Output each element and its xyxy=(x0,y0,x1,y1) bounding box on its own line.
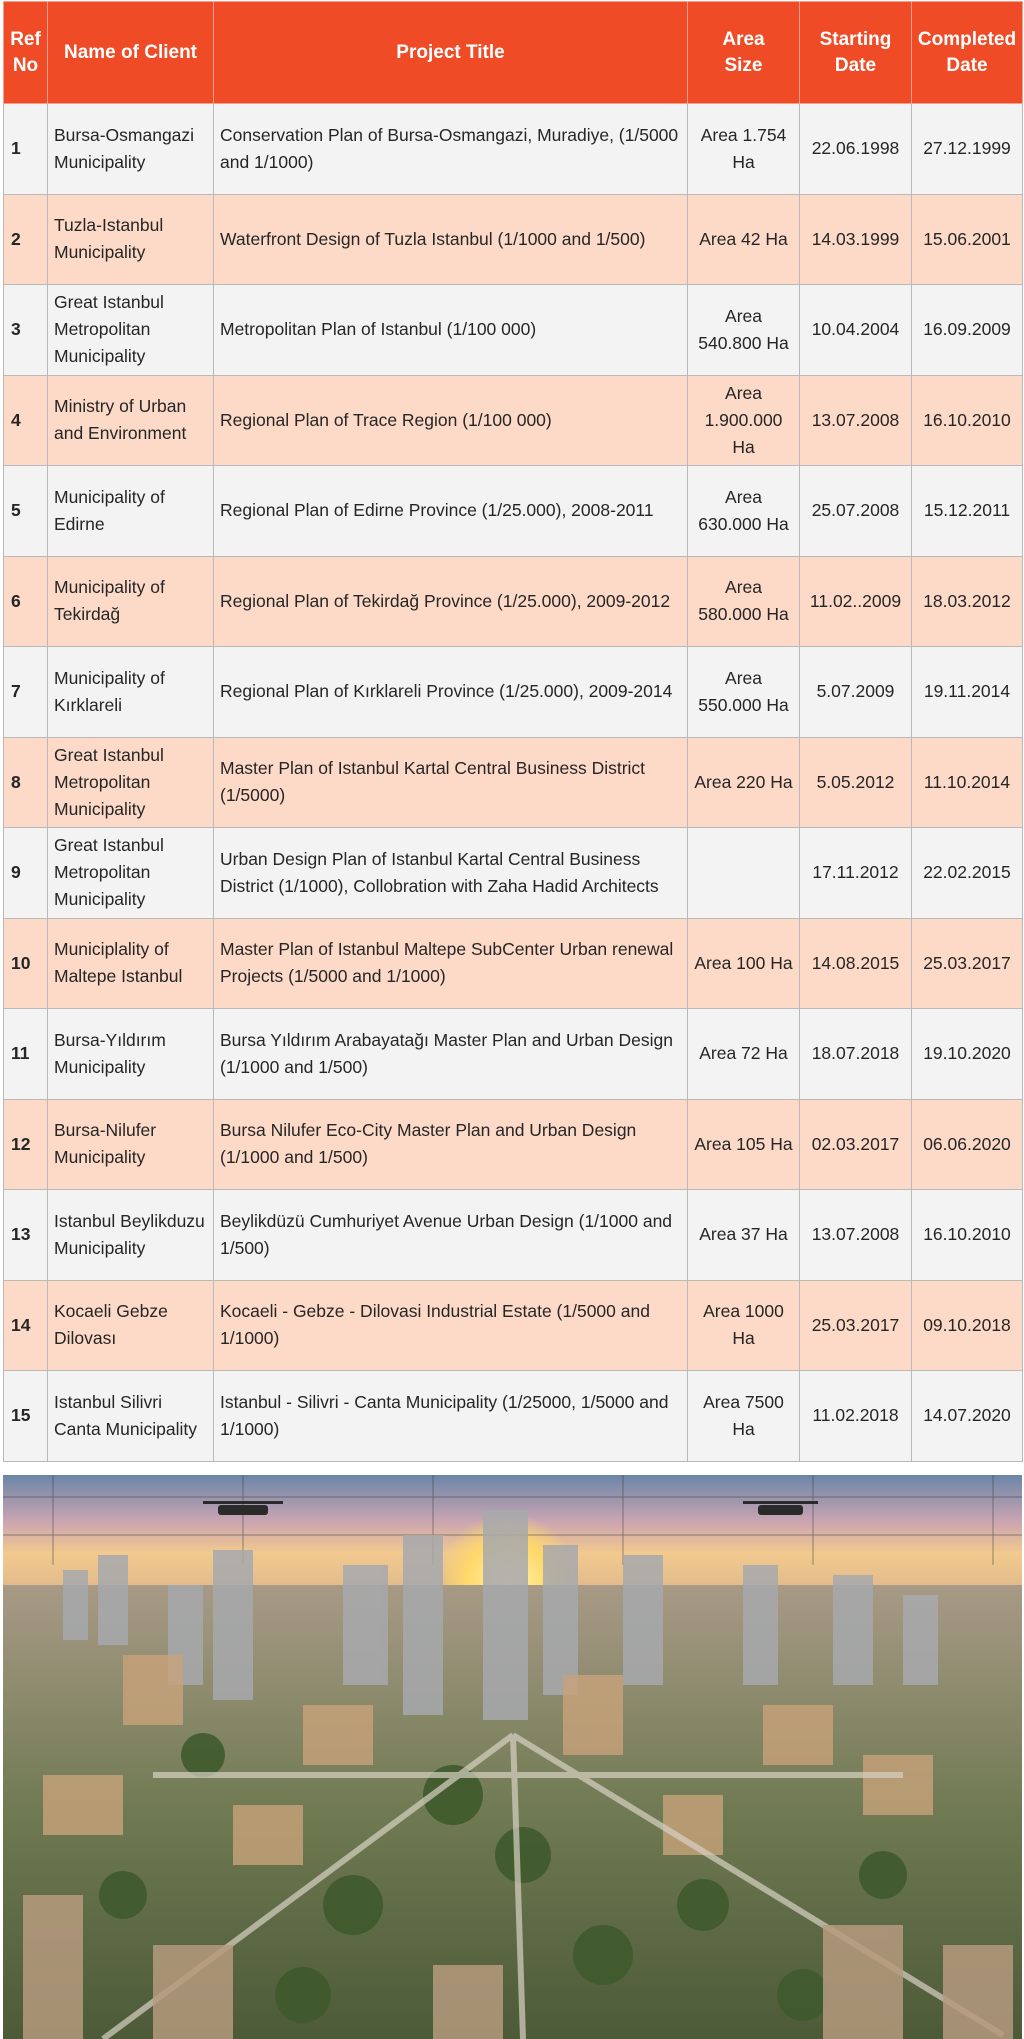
project-title-cell: Beylikdüzü Cumhuriyet Avenue Urban Design (1/1000 and 1/500) xyxy=(214,1190,688,1281)
city-aerial-illustration xyxy=(3,1475,1022,2039)
ref-cell: 9 xyxy=(4,828,48,919)
project-title-cell: Regional Plan of Kırklareli Province (1/25.000), 2009-2014 xyxy=(214,647,688,738)
starting-date-cell: 11.02..2009 xyxy=(800,556,912,647)
header-project-title: Project Title xyxy=(214,2,688,104)
client-cell: Great Istanbul Metropolitan Municipality xyxy=(48,828,214,919)
table-row xyxy=(4,556,1023,647)
ref-cell: 2 xyxy=(4,194,48,285)
ref-cell: 14 xyxy=(4,1280,48,1371)
ref-cell: 5 xyxy=(4,466,48,557)
ref-cell: 8 xyxy=(4,737,48,828)
starting-date-cell: 13.07.2008 xyxy=(800,375,912,466)
client-cell: Kocaeli Gebze Dilovası xyxy=(48,1280,214,1371)
table-row xyxy=(4,1009,1023,1100)
completed-date-cell: 15.12.2011 xyxy=(912,466,1023,557)
completed-date-cell: 25.03.2017 xyxy=(912,918,1023,1009)
ref-cell: 3 xyxy=(4,285,48,376)
project-title-cell: Urban Design Plan of Istanbul Kartal Central Business District (1/1000), Collobration with Zaha Hadid Architects xyxy=(214,828,688,919)
table-row xyxy=(4,104,1023,195)
ref-cell: 12 xyxy=(4,1099,48,1190)
completed-date-cell: 16.10.2010 xyxy=(912,1190,1023,1281)
area-size-cell xyxy=(688,828,800,919)
table-row xyxy=(4,1099,1023,1190)
completed-date-cell: 14.07.2020 xyxy=(912,1371,1023,1462)
ref-cell: 7 xyxy=(4,647,48,738)
area-size-cell: Area 105 Ha xyxy=(688,1099,800,1190)
area-size-cell: Area 1.754 Ha xyxy=(688,104,800,195)
area-size-cell: Area 540.800 Ha xyxy=(688,285,800,376)
area-size-cell: Area 1.900.000 Ha xyxy=(688,375,800,466)
client-cell: Great Istanbul Metropolitan Municipality xyxy=(48,285,214,376)
ref-cell: 10 xyxy=(4,918,48,1009)
project-title-cell: Kocaeli - Gebze - Dilovasi Industrial Estate (1/5000 and 1/1000) xyxy=(214,1280,688,1371)
starting-date-cell: 25.07.2008 xyxy=(800,466,912,557)
completed-date-cell: 22.02.2015 xyxy=(912,828,1023,919)
completed-date-cell: 16.10.2010 xyxy=(912,375,1023,466)
area-size-cell: Area 7500 Ha xyxy=(688,1371,800,1462)
completed-date-cell: 27.12.1999 xyxy=(912,104,1023,195)
table-row xyxy=(4,194,1023,285)
project-title-cell: Metropolitan Plan of Istanbul (1/100 000) xyxy=(214,285,688,376)
projects-table-wrapper xyxy=(3,1,1022,1462)
table-row xyxy=(4,828,1023,919)
client-cell: Municipality of Edirne xyxy=(48,466,214,557)
starting-date-cell: 17.11.2012 xyxy=(800,828,912,919)
ref-cell: 13 xyxy=(4,1190,48,1281)
table-row xyxy=(4,375,1023,466)
area-size-cell: Area 1000 Ha xyxy=(688,1280,800,1371)
table-row xyxy=(4,647,1023,738)
client-cell: Tuzla-Istanbul Municipality xyxy=(48,194,214,285)
ref-cell: 15 xyxy=(4,1371,48,1462)
starting-date-cell: 5.07.2009 xyxy=(800,647,912,738)
table-row xyxy=(4,1371,1023,1462)
header-ref-no: Ref No xyxy=(4,2,48,104)
projects-table xyxy=(3,1,1023,1462)
completed-date-cell: 19.10.2020 xyxy=(912,1009,1023,1100)
area-size-cell: Area 550.000 Ha xyxy=(688,647,800,738)
table-row xyxy=(4,918,1023,1009)
client-cell: Ministry of Urban and Environment xyxy=(48,375,214,466)
project-title-cell: Master Plan of Istanbul Maltepe SubCenter Urban renewal Projects (1/5000 and 1/1000) xyxy=(214,918,688,1009)
project-title-cell: Conservation Plan of Bursa-Osmangazi, Muradiye, (1/5000 and 1/1000) xyxy=(214,104,688,195)
client-cell: Great Istanbul Metropolitan Municipality xyxy=(48,737,214,828)
project-title-cell: Bursa Yıldırım Arabayatağı Master Plan and Urban Design (1/1000 and 1/500) xyxy=(214,1009,688,1100)
project-title-cell: Istanbul - Silivri - Canta Municipality (1/25000, 1/5000 and 1/1000) xyxy=(214,1371,688,1462)
completed-date-cell: 16.09.2009 xyxy=(912,285,1023,376)
client-cell: Municipality of Kırklareli xyxy=(48,647,214,738)
starting-date-cell: 14.08.2015 xyxy=(800,918,912,1009)
starting-date-cell: 02.03.2017 xyxy=(800,1099,912,1190)
completed-date-cell: 11.10.2014 xyxy=(912,737,1023,828)
area-size-cell: Area 630.000 Ha xyxy=(688,466,800,557)
header-client-name: Name of Client xyxy=(48,2,214,104)
area-size-cell: Area 220 Ha xyxy=(688,737,800,828)
area-size-cell: Area 37 Ha xyxy=(688,1190,800,1281)
header-starting-date: Starting Date xyxy=(800,2,912,104)
client-cell: Istanbul Silivri Canta Municipality xyxy=(48,1371,214,1462)
completed-date-cell: 09.10.2018 xyxy=(912,1280,1023,1371)
completed-date-cell: 15.06.2001 xyxy=(912,194,1023,285)
completed-date-cell: 19.11.2014 xyxy=(912,647,1023,738)
project-title-cell: Regional Plan of Trace Region (1/100 000) xyxy=(214,375,688,466)
table-header-row xyxy=(4,2,1023,104)
client-cell: Bursa-Osmangazi Municipality xyxy=(48,104,214,195)
client-cell: Bursa-Yıldırım Municipality xyxy=(48,1009,214,1100)
client-cell: Municiplality of Maltepe Istanbul xyxy=(48,918,214,1009)
area-size-cell: Area 72 Ha xyxy=(688,1009,800,1100)
ref-cell: 4 xyxy=(4,375,48,466)
starting-date-cell: 18.07.2018 xyxy=(800,1009,912,1100)
starting-date-cell: 14.03.1999 xyxy=(800,194,912,285)
header-area-size: Area Size xyxy=(688,2,800,104)
table-row xyxy=(4,285,1023,376)
area-size-cell: Area 100 Ha xyxy=(688,918,800,1009)
project-title-cell: Regional Plan of Tekirdağ Province (1/25.000), 2009-2012 xyxy=(214,556,688,647)
project-title-cell: Regional Plan of Edirne Province (1/25.000), 2008-2011 xyxy=(214,466,688,557)
starting-date-cell: 25.03.2017 xyxy=(800,1280,912,1371)
table-row xyxy=(4,466,1023,557)
completed-date-cell: 06.06.2020 xyxy=(912,1099,1023,1190)
client-cell: Bursa-Nilufer Municipality xyxy=(48,1099,214,1190)
ref-cell: 1 xyxy=(4,104,48,195)
client-cell: Istanbul Beylikduzu Municipality xyxy=(48,1190,214,1281)
table-row xyxy=(4,1190,1023,1281)
project-title-cell: Bursa Nilufer Eco-City Master Plan and Urban Design (1/1000 and 1/500) xyxy=(214,1099,688,1190)
project-title-cell: Waterfront Design of Tuzla Istanbul (1/1000 and 1/500) xyxy=(214,194,688,285)
starting-date-cell: 13.07.2008 xyxy=(800,1190,912,1281)
area-size-cell: Area 42 Ha xyxy=(688,194,800,285)
area-size-cell: Area 580.000 Ha xyxy=(688,556,800,647)
project-title-cell: Master Plan of Istanbul Kartal Central Business District (1/5000) xyxy=(214,737,688,828)
client-cell: Municipality of Tekirdağ xyxy=(48,556,214,647)
starting-date-cell: 22.06.1998 xyxy=(800,104,912,195)
completed-date-cell: 18.03.2012 xyxy=(912,556,1023,647)
table-row xyxy=(4,737,1023,828)
table-row xyxy=(4,1280,1023,1371)
starting-date-cell: 11.02.2018 xyxy=(800,1371,912,1462)
ref-cell: 11 xyxy=(4,1009,48,1100)
starting-date-cell: 10.04.2004 xyxy=(800,285,912,376)
ref-cell: 6 xyxy=(4,556,48,647)
starting-date-cell: 5.05.2012 xyxy=(800,737,912,828)
header-completed-date: Completed Date xyxy=(912,2,1023,104)
